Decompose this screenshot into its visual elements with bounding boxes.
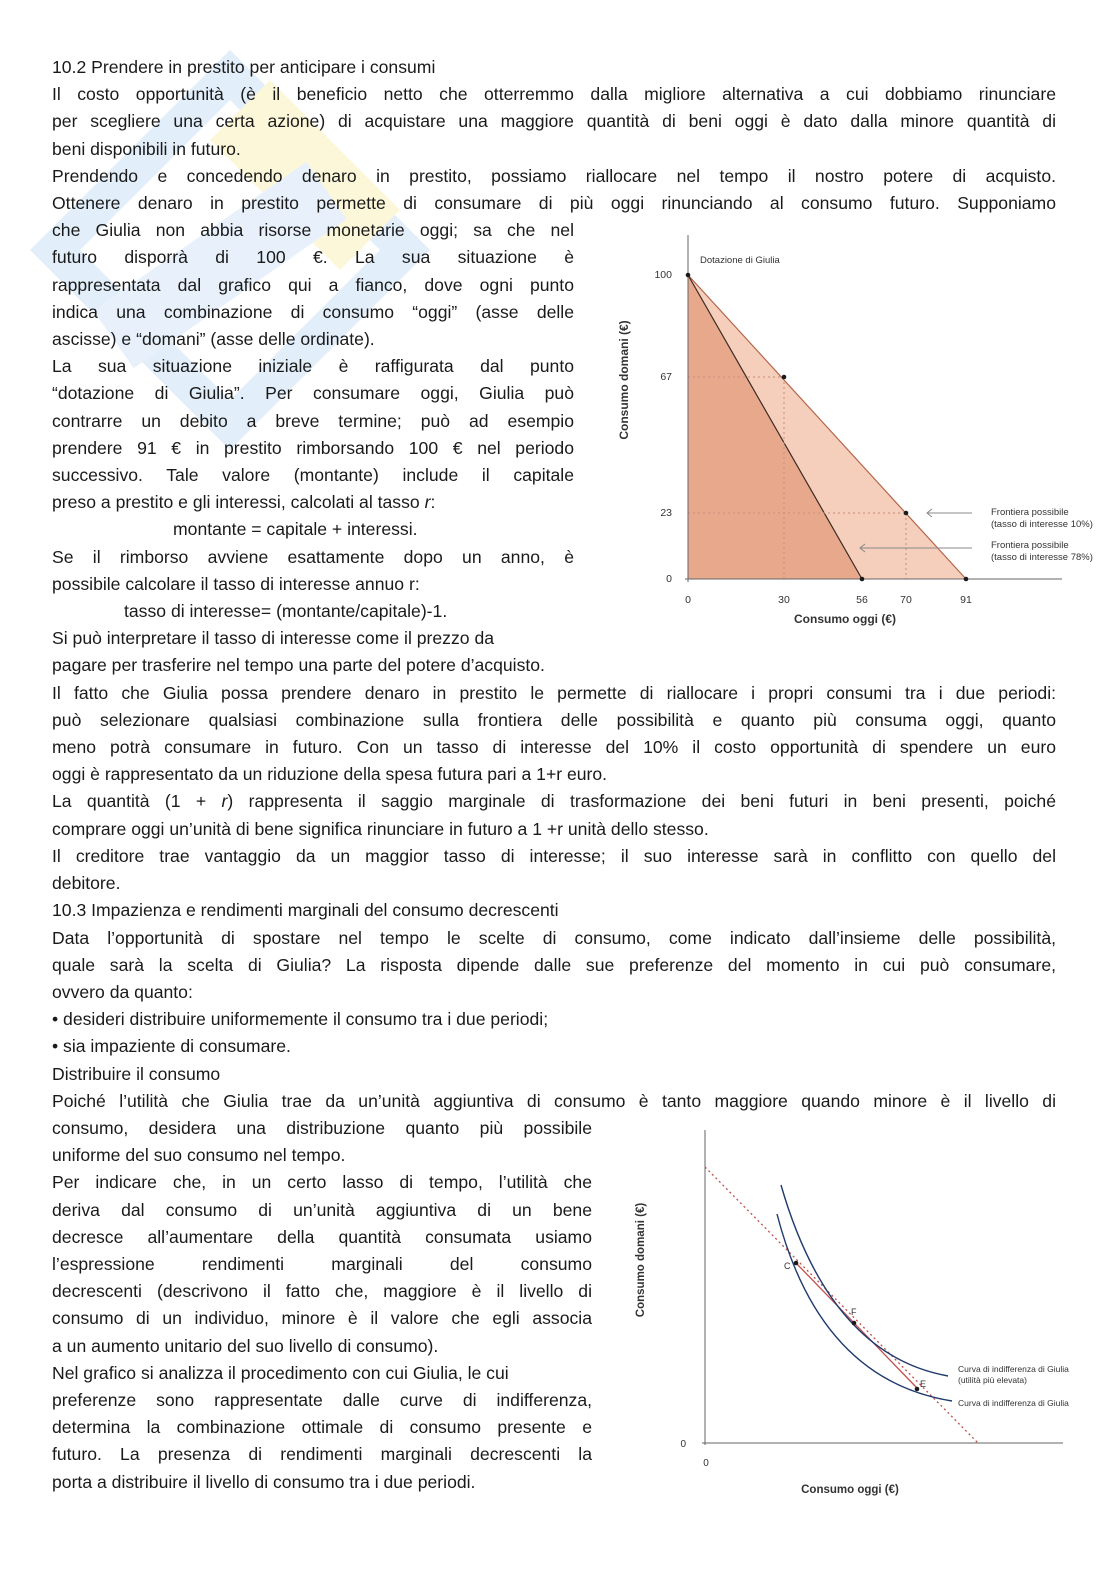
paragraph-line: prendere 91 € in prestito rimborsando 100 € nel periodo bbox=[52, 437, 574, 458]
point-label-e: E bbox=[920, 1379, 927, 1389]
paragraph-line: debitore. bbox=[52, 873, 121, 894]
paragraph-line: “dotazione di Giulia”. Per consumare oggi, Giulia può bbox=[52, 383, 574, 404]
label-frontier-78-b: (tasso di interesse 78%) bbox=[991, 552, 1093, 563]
paragraph-line: Per indicare che, in un certo lasso di tempo, l’utilità che bbox=[52, 1172, 592, 1193]
x-tick-70: 70 bbox=[900, 594, 912, 606]
chart-indifference-svg bbox=[600, 1110, 1100, 1510]
y-tick-0: 0 bbox=[666, 573, 672, 585]
indifference-curve-low bbox=[777, 1214, 952, 1401]
paragraph-line: l’espressione rendimenti marginali del consumo bbox=[52, 1253, 592, 1274]
x-tick-56: 56 bbox=[856, 594, 868, 606]
paragraph-line: comprare oggi un’unità di bene significa rinunciare in futuro a 1 +r unità dello stesso. bbox=[52, 818, 709, 839]
y-tick-0: 0 bbox=[680, 1439, 686, 1450]
paragraph-line: per scegliere una certa azione) di acquistare una maggiore quantità di beni oggi è dato dalla minore quantità di bbox=[52, 111, 1056, 132]
x-axis-label: Consumo oggi (€) bbox=[794, 612, 896, 626]
paragraph-line: preso a prestito e gli interessi, calcolati al tasso r: bbox=[52, 492, 436, 513]
label-frontier-10-b: (tasso di interesse 10%) bbox=[991, 519, 1093, 530]
formula-tasso: tasso di interesse= (montante/capitale)-1. bbox=[124, 601, 448, 622]
budget-line-dotted bbox=[705, 1167, 978, 1443]
x-tick-30: 30 bbox=[778, 594, 790, 606]
paragraph-line: consumo di un individuo, minore è il valore che egli associa bbox=[52, 1308, 592, 1329]
paragraph-line: La quantità (1 + r) rappresenta il saggio marginale di trasformazione dei beni futuri in beni presenti, poiché bbox=[52, 791, 1056, 812]
paragraph-line: decrescenti (descrivono il fatto che, maggiore è il livello di bbox=[52, 1281, 592, 1302]
paragraph-line: indica una combinazione di consumo “oggi” (asse delle bbox=[52, 301, 574, 322]
paragraph-line: quale sarà la scelta di Giulia? La risposta dipende dalle sue preferenze del momento in cui può consumare, bbox=[52, 954, 1056, 975]
paragraph-line: Ottenere denaro in prestito permette di consumare di più oggi rinunciando al consumo futuro. Supponiamo bbox=[52, 193, 1056, 214]
chart-frontier bbox=[600, 230, 1100, 630]
paragraph-line: preferenze sono rappresentate dalle curve di indifferenza, bbox=[52, 1389, 592, 1410]
x-tick-0: 0 bbox=[703, 1458, 709, 1469]
paragraph-line: uniforme del suo consumo nel tempo. bbox=[52, 1145, 346, 1166]
label-dotazione: Dotazione di Giulia bbox=[700, 255, 780, 266]
paragraph-line: a un aumento unitario del suo livello di consumo). bbox=[52, 1335, 439, 1356]
paragraph-line: Data l’opportunità di spostare nel tempo le scelte di consumo, come indicato dall’insieme delle possibilità, bbox=[52, 927, 1056, 948]
section-title-10-2: 10.2 Prendere in prestito per anticipare i consumi bbox=[52, 57, 436, 77]
paragraph-line: contrarre un debito a breve termine; può ad esempio bbox=[52, 410, 574, 431]
paragraph-line: pagare per trasferire nel tempo una parte del potere d’acquisto. bbox=[52, 655, 545, 676]
paragraph-line: che Giulia non abbia risorse monetarie oggi; sa che nel bbox=[52, 220, 574, 241]
paragraph-line: può selezionare qualsiasi combinazione sulla frontiera delle possibilità e quanto più consuma oggi, quanto bbox=[52, 709, 1056, 730]
chart-frontier-svg bbox=[600, 230, 1100, 630]
formula-montante: montante = capitale + interessi. bbox=[173, 519, 418, 540]
paragraph-line: Il fatto che Giulia possa prendere denaro in prestito le permette di riallocare i propri consumi tra i due periodi: bbox=[52, 682, 1056, 703]
y-tick-100: 100 bbox=[654, 269, 672, 281]
y-tick-67: 67 bbox=[660, 371, 672, 383]
budget-line-solid bbox=[796, 1263, 917, 1388]
paragraph-line: meno potrà consumare in futuro. Con un tasso di interesse del 10% il costo opportunità di spendere un euro bbox=[52, 737, 1056, 758]
paragraph-line: futuro disporrà di 100 €. La sua situazione è bbox=[52, 247, 574, 268]
paragraph-line: beni disponibili in futuro. bbox=[52, 138, 241, 159]
paragraph-line: deriva dal consumo di un’unità aggiuntiva di un bene bbox=[52, 1199, 592, 1220]
indifference-curve-high bbox=[781, 1185, 948, 1376]
paragraph-line: La sua situazione iniziale è raffigurata dal punto bbox=[52, 356, 574, 377]
paragraph-line: decresce all’aumentare della quantità consumata usiamo bbox=[52, 1226, 592, 1247]
paragraph-line: Nel grafico si analizza il procedimento con cui Giulia, le cui bbox=[52, 1362, 509, 1383]
paragraph-line: successivo. Tale valore (montante) include il capitale bbox=[52, 465, 574, 486]
x-tick-91: 91 bbox=[960, 594, 972, 606]
paragraph-line: porta a distribuire il livello di consumo tra i due periodi. bbox=[52, 1471, 476, 1492]
label-curve-low: Curva di indifferenza di Giulia bbox=[958, 1398, 1069, 1408]
paragraph-line: consumo, desidera una distribuzione quanto più possibile bbox=[52, 1117, 592, 1138]
y-axis-label: Consumo domani (€) bbox=[635, 1202, 647, 1318]
label-curve-high-b: (utilità più elevata) bbox=[958, 1375, 1027, 1385]
bullet-item: • desideri distribuire uniformemente il consumo tra i due periodi; bbox=[52, 1009, 549, 1030]
paragraph-line: possibile calcolare il tasso di interesse annuo r: bbox=[52, 573, 420, 594]
label-frontier-10-a: Frontiera possibile bbox=[991, 507, 1069, 518]
subsection-title: Distribuire il consumo bbox=[52, 1063, 221, 1084]
chart-indifference bbox=[600, 1110, 1100, 1510]
paragraph-line: Il creditore trae vantaggio da un maggior tasso di interesse; il suo interesse sarà in conflitto con quello del bbox=[52, 845, 1056, 866]
label-curve-high-a: Curva di indifferenza di Giulia bbox=[958, 1364, 1069, 1374]
paragraph-line: futuro. La presenza di rendimenti marginali decrescenti la bbox=[52, 1444, 592, 1465]
paragraph-line: oggi è rappresentato da un riduzione della spesa futura pari a 1+r euro. bbox=[52, 764, 608, 785]
bullet-item: • sia impaziente di consumare. bbox=[52, 1036, 291, 1057]
paragraph-line: Si può interpretare il tasso di interesse come il prezzo da bbox=[52, 628, 495, 649]
y-tick-23: 23 bbox=[660, 507, 672, 519]
paragraph-line: Poiché l’utilità che Giulia trae da un’unità aggiuntiva di consumo è tanto maggiore quando minore è il livello di bbox=[52, 1090, 1056, 1111]
paragraph-line: ovvero da quanto: bbox=[52, 981, 193, 1002]
paragraph-line: rappresentata dal grafico qui a fianco, dove ogni punto bbox=[52, 274, 574, 295]
x-tick-0: 0 bbox=[685, 594, 691, 606]
y-axis-label: Consumo domani (€) bbox=[617, 320, 631, 440]
paragraph-line: Il costo opportunità (è il beneficio netto che otterremmo dalla migliore alternativa a cui dobbiamo rinunciare bbox=[52, 84, 1056, 105]
paragraph-line: Prendendo e concedendo denaro in prestito, possiamo riallocare nel tempo il nostro potere di acquisto. bbox=[52, 165, 1056, 186]
paragraph-line: determina la combinazione ottimale di consumo presente e bbox=[52, 1417, 592, 1438]
label-frontier-78-a: Frontiera possibile bbox=[991, 540, 1069, 551]
paragraph-line: ascisse) e “domani” (asse delle ordinate). bbox=[52, 329, 375, 350]
paragraph-line: Se il rimborso avviene esattamente dopo un anno, è bbox=[52, 546, 574, 567]
x-axis-label: Consumo oggi (€) bbox=[801, 1484, 899, 1496]
section-title-10-3: 10.3 Impazienza e rendimenti marginali del consumo decrescenti bbox=[52, 900, 559, 921]
point-label-c: C bbox=[784, 1261, 791, 1271]
point-label-f: F bbox=[851, 1307, 857, 1317]
